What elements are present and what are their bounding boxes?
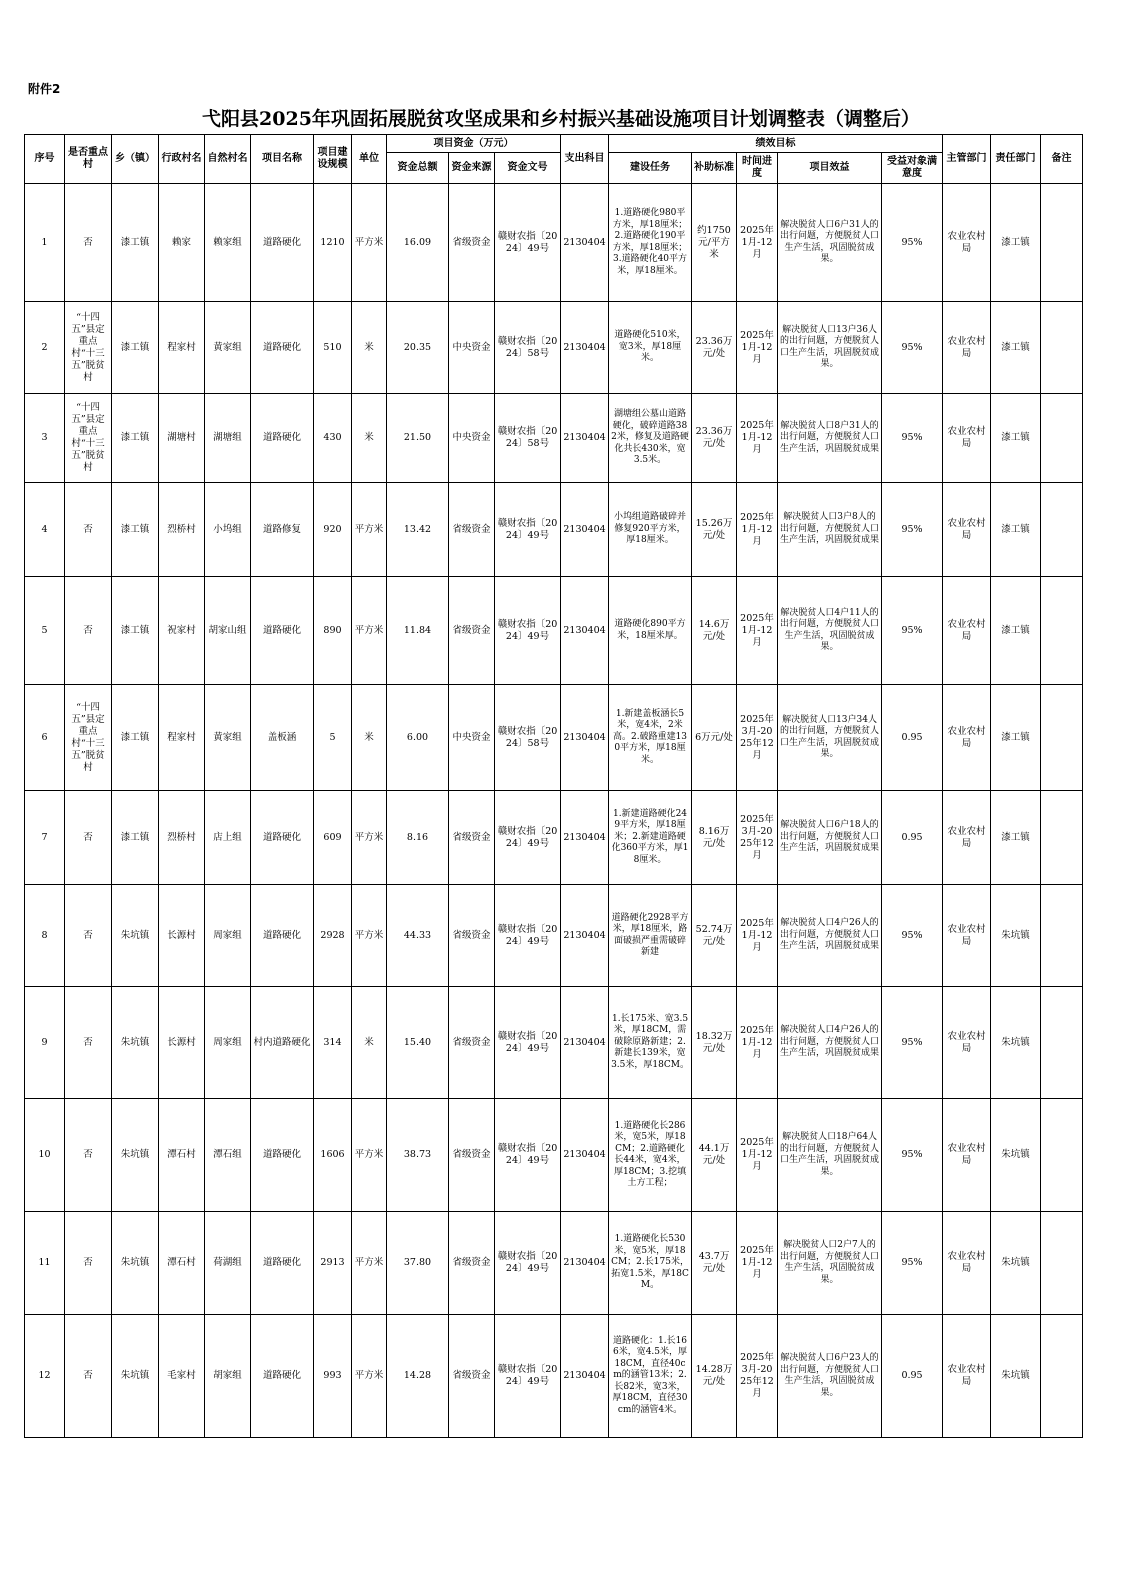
cell-resp: 朱坑镇 bbox=[991, 1212, 1041, 1315]
cell-subsidy: 23.36万元/处 bbox=[692, 394, 737, 483]
cell-benefit: 解决脱贫人口18户64人的出行问题，方便脱贫人口生产生活，巩固脱贫成果。 bbox=[778, 1099, 882, 1212]
cell-resp: 漆工镇 bbox=[991, 184, 1041, 302]
cell-task: 道路硬化2928平方米，厚18厘米，路面破损严重需破碎新建 bbox=[609, 885, 692, 987]
cell-subsidy: 18.32万元/处 bbox=[692, 987, 737, 1099]
cell-task: 1.新建盖板涵长5米，宽4米，2米高。2.破路重建130平方米，厚18厘米。 bbox=[609, 685, 692, 791]
table-row bbox=[25, 394, 1083, 483]
cell-township: 朱坑镇 bbox=[112, 1099, 159, 1212]
cell-unit: 平方米 bbox=[352, 184, 387, 302]
cell-satisfaction: 95% bbox=[882, 302, 943, 394]
cell-seq: 2 bbox=[25, 302, 65, 394]
cell-benefit: 解决脱贫人口8户31人的出行问题，方便脱贫人口生产生活，巩固脱贫成果 bbox=[778, 394, 882, 483]
cell-natural-village: 周家组 bbox=[205, 885, 251, 987]
cell-dept: 农业农村局 bbox=[943, 302, 991, 394]
cell-key-village: 否 bbox=[65, 885, 112, 987]
cell-funds-source: 省级资金 bbox=[449, 1315, 495, 1438]
cell-schedule: 2025年3月-2025年12月 bbox=[737, 791, 778, 885]
cell-funds-source: 省级资金 bbox=[449, 184, 495, 302]
cell-dept: 农业农村局 bbox=[943, 791, 991, 885]
cell-funds-doc: 赣财农指〔2024〕49号 bbox=[495, 577, 561, 685]
cell-benefit: 解决脱贫人口6户18人的出行问题，方便脱贫人口生产生活，巩固脱贫成果 bbox=[778, 791, 882, 885]
cell-natural-village: 荷湖组 bbox=[205, 1212, 251, 1315]
cell-funds-total: 37.80 bbox=[387, 1212, 449, 1315]
header-township: 乡（镇） bbox=[112, 135, 159, 184]
cell-task: 1.道路硬化980平方米，厚18厘米；2.道路硬化190平方米，厚18厘米；3.道路硬化40平方米，厚18厘米。 bbox=[609, 184, 692, 302]
cell-project-name: 道路硬化 bbox=[251, 1212, 314, 1315]
cell-remark bbox=[1041, 987, 1083, 1099]
cell-benefit: 解决脱贫人口4户11人的出行问题，方便脱贫人口生产生活，巩固脱贫成果。 bbox=[778, 577, 882, 685]
cell-natural-village: 店上组 bbox=[205, 791, 251, 885]
cell-dept: 农业农村局 bbox=[943, 394, 991, 483]
cell-admin-village: 潭石村 bbox=[159, 1212, 205, 1315]
cell-dept: 农业农村局 bbox=[943, 1315, 991, 1438]
cell-unit: 平方米 bbox=[352, 885, 387, 987]
cell-township: 漆工镇 bbox=[112, 483, 159, 577]
table-row bbox=[25, 1212, 1083, 1315]
cell-scale: 920 bbox=[314, 483, 352, 577]
cell-natural-village: 胡家山组 bbox=[205, 577, 251, 685]
cell-expense-subject: 2130404 bbox=[561, 1212, 609, 1315]
cell-benefit: 解决脱贫人口13户36人的出行问题，方便脱贫人口生产生活，巩固脱贫成果。 bbox=[778, 302, 882, 394]
cell-task: 道路硬化510米，宽3米，厚18厘米。 bbox=[609, 302, 692, 394]
cell-satisfaction: 95% bbox=[882, 1099, 943, 1212]
cell-seq: 7 bbox=[25, 791, 65, 885]
cell-key-village: 否 bbox=[65, 987, 112, 1099]
header-unit: 单位 bbox=[352, 135, 387, 184]
cell-benefit: 解决脱贫人口4户26人的出行问题，方便脱贫人口生产生活，巩固脱贫成果 bbox=[778, 885, 882, 987]
cell-scale: 2913 bbox=[314, 1212, 352, 1315]
cell-schedule: 2025年1月-12月 bbox=[737, 394, 778, 483]
header-scale: 项目建设规模 bbox=[314, 135, 352, 184]
cell-admin-village: 潭石村 bbox=[159, 1099, 205, 1212]
cell-funds-doc: 赣财农指〔2024〕49号 bbox=[495, 184, 561, 302]
cell-natural-village: 黄家组 bbox=[205, 685, 251, 791]
cell-funds-source: 省级资金 bbox=[449, 1099, 495, 1212]
cell-subsidy: 6万元/处 bbox=[692, 685, 737, 791]
cell-schedule: 2025年1月-12月 bbox=[737, 302, 778, 394]
cell-remark bbox=[1041, 483, 1083, 577]
cell-dept: 农业农村局 bbox=[943, 577, 991, 685]
cell-dept: 农业农村局 bbox=[943, 987, 991, 1099]
cell-remark bbox=[1041, 685, 1083, 791]
cell-natural-village: 赖家组 bbox=[205, 184, 251, 302]
cell-funds-doc: 赣财农指〔2024〕58号 bbox=[495, 685, 561, 791]
cell-funds-total: 16.09 bbox=[387, 184, 449, 302]
header-subsidy: 补助标准 bbox=[692, 153, 737, 184]
cell-funds-total: 14.28 bbox=[387, 1315, 449, 1438]
cell-task: 1.长175米、宽3.5米，厚18CM，需破除原路新建；2.新建长139米，宽3.5米，厚18CM。 bbox=[609, 987, 692, 1099]
header-seq: 序号 bbox=[25, 135, 65, 184]
attachment-label: 附件2 bbox=[28, 82, 61, 96]
cell-seq: 9 bbox=[25, 987, 65, 1099]
cell-remark bbox=[1041, 577, 1083, 685]
header-remark: 备注 bbox=[1041, 135, 1083, 184]
cell-key-village: 否 bbox=[65, 791, 112, 885]
cell-funds-total: 6.00 bbox=[387, 685, 449, 791]
cell-admin-village: 毛家村 bbox=[159, 1315, 205, 1438]
cell-dept: 农业农村局 bbox=[943, 885, 991, 987]
header-expense-subject: 支出科目 bbox=[561, 135, 609, 184]
cell-township: 朱坑镇 bbox=[112, 1212, 159, 1315]
cell-satisfaction: 95% bbox=[882, 987, 943, 1099]
header-natural-village: 自然村名 bbox=[205, 135, 251, 184]
cell-key-village: “十四五”县定重点村“十三五”脱贫村 bbox=[65, 394, 112, 483]
cell-funds-doc: 赣财农指〔2024〕49号 bbox=[495, 1315, 561, 1438]
cell-project-name: 道路硬化 bbox=[251, 1099, 314, 1212]
table-row bbox=[25, 184, 1083, 302]
cell-expense-subject: 2130404 bbox=[561, 987, 609, 1099]
cell-natural-village: 小坞组 bbox=[205, 483, 251, 577]
cell-unit: 米 bbox=[352, 302, 387, 394]
cell-seq: 4 bbox=[25, 483, 65, 577]
cell-benefit: 解决脱贫人口13户34人的出行问题，方便脱贫人口生产生活，巩固脱贫成果。 bbox=[778, 685, 882, 791]
cell-seq: 5 bbox=[25, 577, 65, 685]
cell-resp: 漆工镇 bbox=[991, 483, 1041, 577]
cell-funds-source: 省级资金 bbox=[449, 987, 495, 1099]
header-funds-group: 项目资金（万元） bbox=[387, 135, 561, 153]
cell-resp: 漆工镇 bbox=[991, 302, 1041, 394]
cell-scale: 1210 bbox=[314, 184, 352, 302]
cell-schedule: 2025年1月-12月 bbox=[737, 1212, 778, 1315]
cell-funds-total: 38.73 bbox=[387, 1099, 449, 1212]
cell-funds-source: 省级资金 bbox=[449, 577, 495, 685]
cell-natural-village: 湖塘组 bbox=[205, 394, 251, 483]
cell-admin-village: 烈桥村 bbox=[159, 791, 205, 885]
cell-task: 小坞组道路破碎并修复920平方米，厚18厘米。 bbox=[609, 483, 692, 577]
cell-schedule: 2025年1月-12月 bbox=[737, 483, 778, 577]
cell-remark bbox=[1041, 885, 1083, 987]
cell-admin-village: 程家村 bbox=[159, 302, 205, 394]
table-row bbox=[25, 483, 1083, 577]
cell-benefit: 解决脱贫人口6户31人的出行问题，方便脱贫人口生产生活，巩固脱贫成果。 bbox=[778, 184, 882, 302]
cell-subsidy: 约1750元/平方米 bbox=[692, 184, 737, 302]
cell-expense-subject: 2130404 bbox=[561, 1315, 609, 1438]
cell-funds-total: 20.35 bbox=[387, 302, 449, 394]
cell-project-name: 村内道路硬化 bbox=[251, 987, 314, 1099]
cell-expense-subject: 2130404 bbox=[561, 1099, 609, 1212]
cell-funds-source: 中央资金 bbox=[449, 685, 495, 791]
cell-task: 湖塘组公墓山道路硬化，破碎道路382米，修复及道路硬化共长430米，宽3.5米。 bbox=[609, 394, 692, 483]
header-project-name: 项目名称 bbox=[251, 135, 314, 184]
cell-funds-doc: 赣财农指〔2024〕49号 bbox=[495, 483, 561, 577]
table-row bbox=[25, 1315, 1083, 1438]
cell-key-village: 否 bbox=[65, 184, 112, 302]
cell-key-village: 否 bbox=[65, 1212, 112, 1315]
cell-funds-total: 11.84 bbox=[387, 577, 449, 685]
cell-resp: 朱坑镇 bbox=[991, 1315, 1041, 1438]
cell-funds-total: 8.16 bbox=[387, 791, 449, 885]
cell-township: 漆工镇 bbox=[112, 302, 159, 394]
cell-seq: 11 bbox=[25, 1212, 65, 1315]
page-title: 弋阳县2025年巩固拓展脱贫攻坚成果和乡村振兴基础设施项目计划调整表（调整后） bbox=[202, 108, 920, 130]
cell-admin-village: 湖塘村 bbox=[159, 394, 205, 483]
header-admin-village: 行政村名 bbox=[159, 135, 205, 184]
cell-benefit: 解决脱贫人口2户7人的出行问题，方便脱贫人口生产生活，巩固脱贫成果。 bbox=[778, 1212, 882, 1315]
table-row bbox=[25, 885, 1083, 987]
cell-key-village: 否 bbox=[65, 1315, 112, 1438]
cell-satisfaction: 95% bbox=[882, 483, 943, 577]
table-row bbox=[25, 1099, 1083, 1212]
cell-unit: 平方米 bbox=[352, 1099, 387, 1212]
cell-key-village: “十四五”县定重点村“十三五”脱贫村 bbox=[65, 685, 112, 791]
cell-funds-source: 省级资金 bbox=[449, 885, 495, 987]
project-table bbox=[24, 134, 1083, 1438]
header-funds-total: 资金总额 bbox=[387, 153, 449, 184]
cell-scale: 993 bbox=[314, 1315, 352, 1438]
cell-benefit: 解决脱贫人口6户23人的出行问题，方便脱贫人口生产生活，巩固脱贫成果。 bbox=[778, 1315, 882, 1438]
cell-unit: 平方米 bbox=[352, 483, 387, 577]
cell-funds-doc: 赣财农指〔2024〕58号 bbox=[495, 302, 561, 394]
header-key-village: 是否重点村 bbox=[65, 135, 112, 184]
cell-scale: 2928 bbox=[314, 885, 352, 987]
cell-resp: 漆工镇 bbox=[991, 685, 1041, 791]
cell-funds-total: 13.42 bbox=[387, 483, 449, 577]
cell-township: 朱坑镇 bbox=[112, 1315, 159, 1438]
cell-satisfaction: 0.95 bbox=[882, 685, 943, 791]
cell-seq: 1 bbox=[25, 184, 65, 302]
cell-subsidy: 44.1万元/处 bbox=[692, 1099, 737, 1212]
table-row bbox=[25, 685, 1083, 791]
cell-funds-source: 中央资金 bbox=[449, 302, 495, 394]
cell-natural-village: 周家组 bbox=[205, 987, 251, 1099]
cell-remark bbox=[1041, 394, 1083, 483]
cell-resp: 朱坑镇 bbox=[991, 987, 1041, 1099]
cell-funds-total: 21.50 bbox=[387, 394, 449, 483]
cell-funds-doc: 赣财农指〔2024〕49号 bbox=[495, 791, 561, 885]
cell-funds-source: 省级资金 bbox=[449, 1212, 495, 1315]
cell-funds-doc: 赣财农指〔2024〕49号 bbox=[495, 1099, 561, 1212]
cell-remark bbox=[1041, 1315, 1083, 1438]
cell-resp: 漆工镇 bbox=[991, 577, 1041, 685]
cell-funds-total: 15.40 bbox=[387, 987, 449, 1099]
cell-funds-source: 省级资金 bbox=[449, 791, 495, 885]
table-row bbox=[25, 791, 1083, 885]
cell-seq: 3 bbox=[25, 394, 65, 483]
cell-dept: 农业农村局 bbox=[943, 184, 991, 302]
header-funds-doc: 资金文号 bbox=[495, 153, 561, 184]
cell-task: 道路硬化890平方米，18厘米厚。 bbox=[609, 577, 692, 685]
table-row bbox=[25, 302, 1083, 394]
cell-admin-village: 长源村 bbox=[159, 987, 205, 1099]
cell-seq: 12 bbox=[25, 1315, 65, 1438]
cell-township: 漆工镇 bbox=[112, 577, 159, 685]
cell-funds-source: 省级资金 bbox=[449, 483, 495, 577]
cell-scale: 1606 bbox=[314, 1099, 352, 1212]
cell-subsidy: 14.28万元/处 bbox=[692, 1315, 737, 1438]
cell-natural-village: 黄家组 bbox=[205, 302, 251, 394]
table-row bbox=[25, 577, 1083, 685]
cell-township: 漆工镇 bbox=[112, 791, 159, 885]
cell-unit: 米 bbox=[352, 685, 387, 791]
cell-admin-village: 程家村 bbox=[159, 685, 205, 791]
cell-satisfaction: 0.95 bbox=[882, 1315, 943, 1438]
header-task: 建设任务 bbox=[609, 153, 692, 184]
header-satisfaction: 受益对象满意度 bbox=[882, 153, 943, 184]
cell-funds-doc: 赣财农指〔2024〕49号 bbox=[495, 987, 561, 1099]
cell-funds-source: 中央资金 bbox=[449, 394, 495, 483]
cell-resp: 漆工镇 bbox=[991, 394, 1041, 483]
cell-funds-doc: 赣财农指〔2024〕49号 bbox=[495, 885, 561, 987]
cell-admin-village: 祝家村 bbox=[159, 577, 205, 685]
cell-key-village: 否 bbox=[65, 483, 112, 577]
cell-dept: 农业农村局 bbox=[943, 685, 991, 791]
header-funds-source: 资金来源 bbox=[449, 153, 495, 184]
cell-dept: 农业农村局 bbox=[943, 1099, 991, 1212]
cell-unit: 米 bbox=[352, 394, 387, 483]
cell-unit: 米 bbox=[352, 987, 387, 1099]
header-schedule: 时间进度 bbox=[737, 153, 778, 184]
cell-project-name: 道路硬化 bbox=[251, 577, 314, 685]
cell-expense-subject: 2130404 bbox=[561, 394, 609, 483]
cell-expense-subject: 2130404 bbox=[561, 685, 609, 791]
cell-schedule: 2025年1月-12月 bbox=[737, 1099, 778, 1212]
cell-admin-village: 赖家 bbox=[159, 184, 205, 302]
cell-remark bbox=[1041, 1212, 1083, 1315]
cell-expense-subject: 2130404 bbox=[561, 577, 609, 685]
cell-unit: 平方米 bbox=[352, 1315, 387, 1438]
cell-natural-village: 潭石组 bbox=[205, 1099, 251, 1212]
cell-satisfaction: 95% bbox=[882, 184, 943, 302]
cell-unit: 平方米 bbox=[352, 577, 387, 685]
cell-schedule: 2025年3月-2025年12月 bbox=[737, 1315, 778, 1438]
cell-schedule: 2025年1月-12月 bbox=[737, 987, 778, 1099]
cell-remark bbox=[1041, 302, 1083, 394]
header-benefit: 项目效益 bbox=[778, 153, 882, 184]
cell-expense-subject: 2130404 bbox=[561, 483, 609, 577]
header-dept: 主管部门 bbox=[943, 135, 991, 184]
cell-township: 漆工镇 bbox=[112, 394, 159, 483]
cell-satisfaction: 95% bbox=[882, 577, 943, 685]
cell-scale: 5 bbox=[314, 685, 352, 791]
cell-project-name: 道路硬化 bbox=[251, 302, 314, 394]
cell-satisfaction: 95% bbox=[882, 394, 943, 483]
cell-funds-doc: 赣财农指〔2024〕58号 bbox=[495, 394, 561, 483]
cell-township: 朱坑镇 bbox=[112, 885, 159, 987]
cell-township: 漆工镇 bbox=[112, 184, 159, 302]
cell-project-name: 道路硬化 bbox=[251, 791, 314, 885]
header-resp: 责任部门 bbox=[991, 135, 1041, 184]
cell-resp: 朱坑镇 bbox=[991, 885, 1041, 987]
cell-schedule: 2025年1月-12月 bbox=[737, 184, 778, 302]
cell-admin-village: 长源村 bbox=[159, 885, 205, 987]
cell-resp: 朱坑镇 bbox=[991, 1099, 1041, 1212]
cell-benefit: 解决脱贫人口3户8人的出行问题，方便脱贫人口生产生活，巩固脱贫成果 bbox=[778, 483, 882, 577]
cell-benefit: 解决脱贫人口4户26人的出行问题，方便脱贫人口生产生活，巩固脱贫成果 bbox=[778, 987, 882, 1099]
cell-expense-subject: 2130404 bbox=[561, 302, 609, 394]
cell-project-name: 道路硬化 bbox=[251, 885, 314, 987]
cell-admin-village: 烈桥村 bbox=[159, 483, 205, 577]
cell-seq: 10 bbox=[25, 1099, 65, 1212]
cell-satisfaction: 95% bbox=[882, 1212, 943, 1315]
cell-task: 1.道路硬化长530米，宽5米，厚18CM；2.长175米，拓宽1.5米，厚18CM。 bbox=[609, 1212, 692, 1315]
cell-remark bbox=[1041, 184, 1083, 302]
table-row bbox=[25, 987, 1083, 1099]
cell-resp: 漆工镇 bbox=[991, 791, 1041, 885]
cell-project-name: 盖板涵 bbox=[251, 685, 314, 791]
cell-unit: 平方米 bbox=[352, 1212, 387, 1315]
cell-key-village: 否 bbox=[65, 577, 112, 685]
cell-subsidy: 43.7万元/处 bbox=[692, 1212, 737, 1315]
cell-project-name: 道路硬化 bbox=[251, 394, 314, 483]
cell-expense-subject: 2130404 bbox=[561, 791, 609, 885]
cell-remark bbox=[1041, 791, 1083, 885]
cell-seq: 8 bbox=[25, 885, 65, 987]
cell-subsidy: 23.36万元/处 bbox=[692, 302, 737, 394]
cell-seq: 6 bbox=[25, 685, 65, 791]
cell-expense-subject: 2130404 bbox=[561, 184, 609, 302]
cell-scale: 314 bbox=[314, 987, 352, 1099]
cell-task: 1.新建道路硬化249平方米，厚18厘米；2.新建道路硬化360平方米，厚18厘米。 bbox=[609, 791, 692, 885]
cell-scale: 609 bbox=[314, 791, 352, 885]
cell-satisfaction: 95% bbox=[882, 885, 943, 987]
cell-task: 1.道路硬化长286米，宽5米，厚18CM；2.道路硬化长44米，宽4米，厚18CM；3.挖填土方工程； bbox=[609, 1099, 692, 1212]
cell-funds-doc: 赣财农指〔2024〕49号 bbox=[495, 1212, 561, 1315]
cell-township: 朱坑镇 bbox=[112, 987, 159, 1099]
cell-scale: 510 bbox=[314, 302, 352, 394]
cell-subsidy: 14.6万元/处 bbox=[692, 577, 737, 685]
cell-subsidy: 8.16万元/处 bbox=[692, 791, 737, 885]
cell-key-village: 否 bbox=[65, 1099, 112, 1212]
cell-subsidy: 15.26万元/处 bbox=[692, 483, 737, 577]
cell-dept: 农业农村局 bbox=[943, 483, 991, 577]
header-performance-group: 绩效目标 bbox=[609, 135, 943, 153]
cell-project-name: 道路硬化 bbox=[251, 184, 314, 302]
cell-expense-subject: 2130404 bbox=[561, 885, 609, 987]
cell-schedule: 2025年3月-2025年12月 bbox=[737, 685, 778, 791]
cell-subsidy: 52.74万元/处 bbox=[692, 885, 737, 987]
cell-schedule: 2025年1月-12月 bbox=[737, 577, 778, 685]
cell-project-name: 道路修复 bbox=[251, 483, 314, 577]
cell-scale: 430 bbox=[314, 394, 352, 483]
cell-dept: 农业农村局 bbox=[943, 1212, 991, 1315]
cell-task: 道路硬化：1.长166米，宽4.5米，厚18CM，直径40cm的涵管13米；2.长82米，宽3米，厚18CM，直径30cm的涵管4米。 bbox=[609, 1315, 692, 1438]
cell-schedule: 2025年1月-12月 bbox=[737, 885, 778, 987]
cell-township: 漆工镇 bbox=[112, 685, 159, 791]
cell-natural-village: 胡家组 bbox=[205, 1315, 251, 1438]
cell-satisfaction: 0.95 bbox=[882, 791, 943, 885]
cell-remark bbox=[1041, 1099, 1083, 1212]
cell-funds-total: 44.33 bbox=[387, 885, 449, 987]
cell-key-village: “十四五”县定重点村“十三五”脱贫村 bbox=[65, 302, 112, 394]
cell-scale: 890 bbox=[314, 577, 352, 685]
cell-project-name: 道路硬化 bbox=[251, 1315, 314, 1438]
cell-unit: 平方米 bbox=[352, 791, 387, 885]
